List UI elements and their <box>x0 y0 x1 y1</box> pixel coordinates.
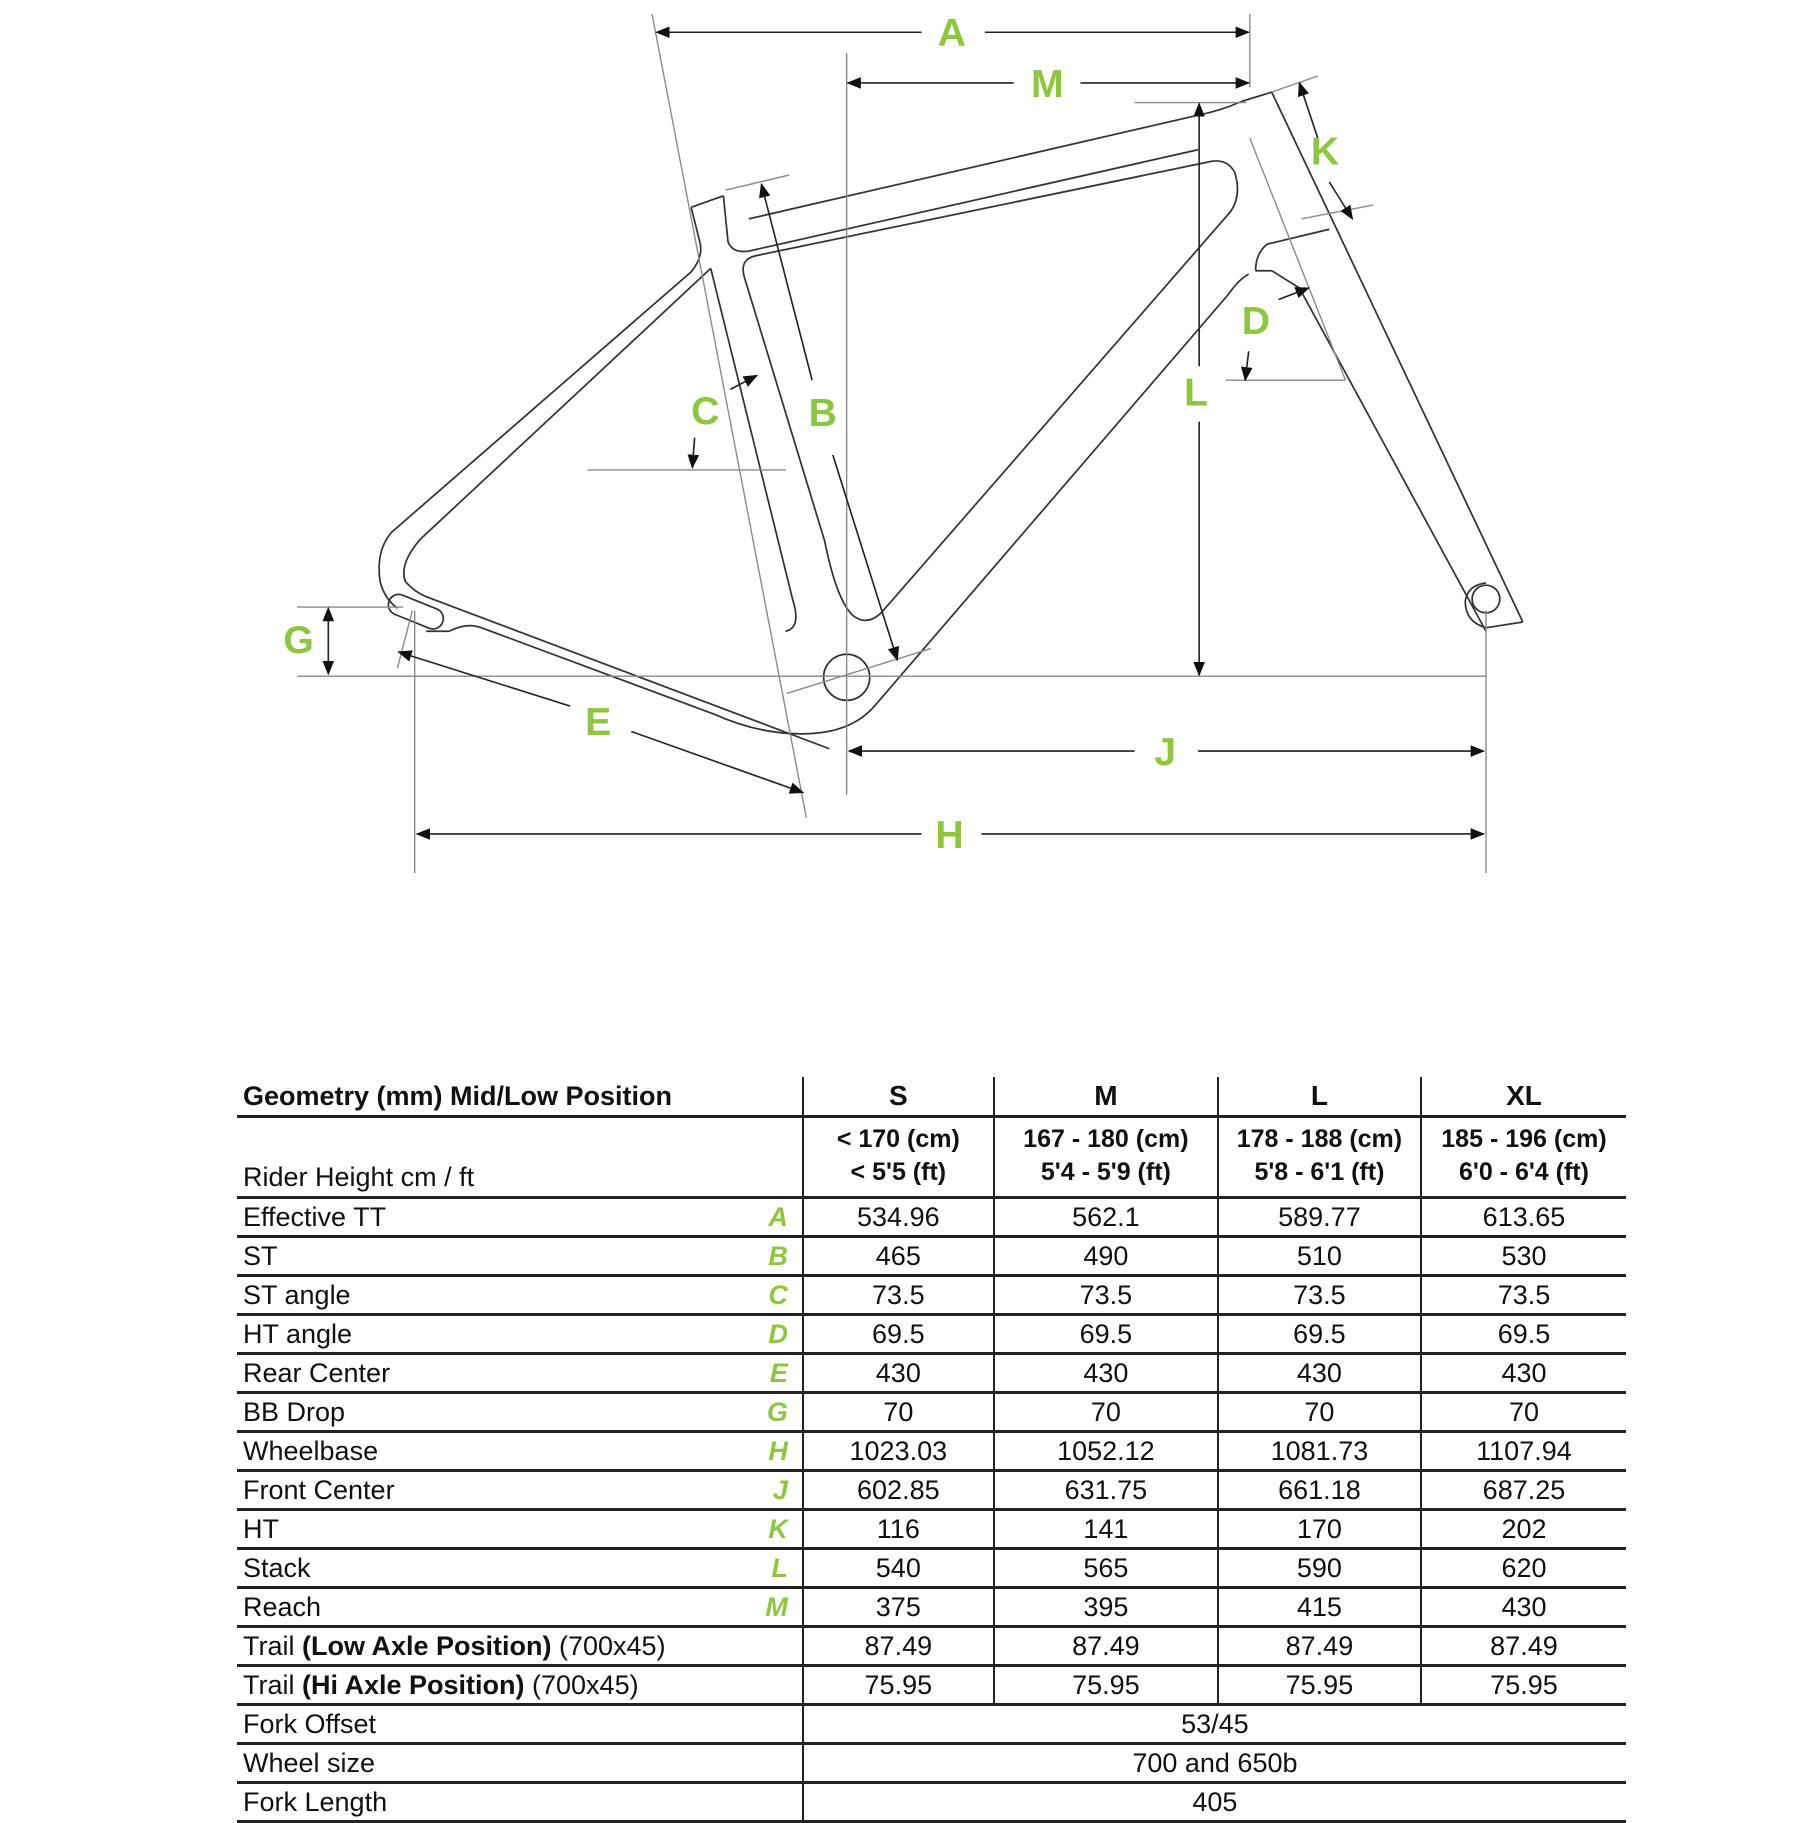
label-c: C <box>691 389 720 433</box>
row-key-letter: A <box>768 1202 788 1232</box>
head-tube-front <box>1272 92 1523 622</box>
down-tube-upper <box>1256 271 1486 632</box>
label-l: L <box>1184 371 1209 415</box>
label-j: J <box>1154 730 1177 774</box>
row-name: HT <box>243 1514 279 1544</box>
row-key-letter: D <box>768 1319 788 1349</box>
table-cell: 75.95 <box>1421 1666 1626 1705</box>
shared-row <box>237 1705 1626 1744</box>
top-tube <box>749 92 1272 219</box>
shared-row <box>237 1744 1626 1783</box>
size-header-l: L <box>1218 1077 1421 1117</box>
table-cell: 530 <box>1421 1237 1626 1276</box>
table-cell: 87.49 <box>994 1627 1218 1666</box>
row-label: Wheel size <box>237 1744 803 1783</box>
size-header-m: M <box>994 1077 1218 1117</box>
row-name: Reach <box>243 1592 322 1622</box>
row-key-letter: M <box>765 1592 788 1622</box>
table-cell: 70 <box>1218 1393 1421 1432</box>
shared-value: 53/45 <box>803 1705 1626 1744</box>
table-cell: 375 <box>803 1588 994 1627</box>
table-cell: 540 <box>803 1549 994 1588</box>
head-tube-rear <box>1256 229 1330 270</box>
table-row <box>237 1588 1626 1627</box>
seat-cluster <box>691 196 723 208</box>
row-key-letter: B <box>768 1241 788 1271</box>
label-k: K <box>1310 130 1340 174</box>
table-cell: 75.95 <box>1218 1666 1421 1705</box>
table-cell: 490 <box>994 1237 1218 1276</box>
table-cell: 620 <box>1421 1549 1626 1588</box>
row-label <box>237 1315 803 1354</box>
table-row <box>237 1432 1626 1471</box>
label-e: E <box>585 700 612 744</box>
table-cell: 430 <box>803 1354 994 1393</box>
table-cell: 661.18 <box>1218 1471 1421 1510</box>
label-h: H <box>935 813 964 857</box>
table-cell: 534.96 <box>803 1198 994 1237</box>
label-g: G <box>283 619 314 663</box>
row-name: HT angle <box>243 1319 353 1349</box>
table-cell: 75.95 <box>803 1666 994 1705</box>
row-label <box>237 1354 803 1393</box>
table-cell: 1081.73 <box>1218 1432 1421 1471</box>
table-cell: 1107.94 <box>1421 1432 1626 1471</box>
table-cell: 430 <box>1421 1354 1626 1393</box>
row-key-letter: J <box>772 1475 788 1505</box>
row-label <box>237 1510 803 1549</box>
table-cell: 170 <box>1218 1510 1421 1549</box>
table-cell: 73.5 <box>994 1276 1218 1315</box>
row-name: Effective TT <box>243 1202 387 1232</box>
table-cell: 415 <box>1218 1588 1421 1627</box>
shared-row <box>237 1783 1626 1822</box>
row-key-letter: C <box>768 1280 788 1310</box>
rider-height-label: Rider Height cm / ft <box>237 1117 803 1198</box>
row-key-letter: G <box>766 1397 788 1427</box>
row-key-letter: H <box>768 1436 788 1466</box>
row-name: Wheelbase <box>243 1436 379 1466</box>
table-cell: 465 <box>803 1237 994 1276</box>
table-cell: 116 <box>803 1510 994 1549</box>
table-cell: 69.5 <box>1218 1315 1421 1354</box>
table-cell: 590 <box>1218 1549 1421 1588</box>
table-row <box>237 1198 1626 1237</box>
table-cell: 70 <box>803 1393 994 1432</box>
table-row <box>237 1315 1626 1354</box>
table-cell: 687.25 <box>1421 1471 1626 1510</box>
row-key-letter: L <box>771 1553 788 1583</box>
row-label: Fork Length <box>237 1783 803 1822</box>
table-cell: 73.5 <box>1218 1276 1421 1315</box>
rider-height-m: 167 - 180 (cm) 5'4 - 5'9 (ft) <box>994 1117 1218 1198</box>
rider-height-xl: 185 - 196 (cm) 6'0 - 6'4 (ft) <box>1421 1117 1626 1198</box>
table-cell: 602.85 <box>803 1471 994 1510</box>
table-cell: 430 <box>994 1354 1218 1393</box>
row-name: Stack <box>243 1553 311 1583</box>
row-name: ST angle <box>243 1280 351 1310</box>
table-cell: 69.5 <box>1421 1315 1626 1354</box>
bike-frame <box>379 92 1523 749</box>
label-d: D <box>1241 300 1271 344</box>
down-tube <box>426 274 1248 734</box>
row-key-letter: E <box>769 1358 788 1388</box>
table-cell: 562.1 <box>994 1198 1218 1237</box>
trail-row <box>237 1627 1626 1666</box>
row-label: Trail (Low Axle Position) (700x45) <box>237 1627 803 1666</box>
table-cell: 69.5 <box>994 1315 1218 1354</box>
table-row <box>237 1237 1626 1276</box>
guide-lines <box>297 14 1486 873</box>
table-cell: 73.5 <box>1421 1276 1626 1315</box>
row-label: Trail (Hi Axle Position) (700x45) <box>237 1666 803 1705</box>
table-cell: 87.49 <box>803 1627 994 1666</box>
rear-dropout-slot <box>385 591 446 632</box>
table-row <box>237 1471 1626 1510</box>
table-row <box>237 1354 1626 1393</box>
size-header-s: S <box>803 1077 994 1117</box>
row-label <box>237 1198 803 1237</box>
table-cell: 70 <box>994 1393 1218 1432</box>
table-cell: 1052.12 <box>994 1432 1218 1471</box>
rider-height-row <box>237 1117 1626 1198</box>
row-label <box>237 1588 803 1627</box>
row-key-letter: K <box>768 1514 788 1544</box>
table-cell: 73.5 <box>803 1276 994 1315</box>
rider-height-l: 178 - 188 (cm) 5'8 - 6'1 (ft) <box>1218 1117 1421 1198</box>
table-cell: 69.5 <box>803 1315 994 1354</box>
label-b: B <box>808 392 837 436</box>
table-row <box>237 1510 1626 1549</box>
table-cell: 510 <box>1218 1237 1421 1276</box>
table-cell: 1023.03 <box>803 1432 994 1471</box>
size-header-xl: XL <box>1421 1077 1626 1117</box>
table-cell: 430 <box>1421 1588 1626 1627</box>
label-m: M <box>1030 62 1064 106</box>
row-name: Front Center <box>243 1475 395 1505</box>
table-cell: 589.77 <box>1218 1198 1421 1237</box>
trail-row <box>237 1666 1626 1705</box>
table-cell: 75.95 <box>994 1666 1218 1705</box>
table-cell: 70 <box>1421 1393 1626 1432</box>
table-cell: 565 <box>994 1549 1218 1588</box>
seat-stay-outer <box>379 207 701 608</box>
table-cell: 87.49 <box>1421 1627 1626 1666</box>
table-row <box>237 1276 1626 1315</box>
row-label <box>237 1549 803 1588</box>
seat-tube-front <box>723 150 1198 252</box>
row-name: BB Drop <box>243 1397 346 1427</box>
seat-tube-rear <box>711 268 796 631</box>
label-a: A <box>937 12 966 56</box>
shared-value: 405 <box>803 1783 1626 1822</box>
table-cell: 613.65 <box>1421 1198 1626 1237</box>
table-cell: 395 <box>994 1588 1218 1627</box>
table-title: Geometry (mm) Mid/Low Position <box>237 1077 803 1117</box>
table-cell: 202 <box>1421 1510 1626 1549</box>
table-row <box>237 1393 1626 1432</box>
front-axle <box>1472 585 1500 613</box>
table-header-row <box>237 1077 1626 1117</box>
row-label <box>237 1276 803 1315</box>
table-cell: 141 <box>994 1510 1218 1549</box>
row-label <box>237 1432 803 1471</box>
geometry-table <box>237 1077 1626 1823</box>
rider-height-s: < 170 (cm) < 5'5 (ft) <box>803 1117 994 1198</box>
row-name: ST <box>243 1241 278 1271</box>
table-cell: 87.49 <box>1218 1627 1421 1666</box>
row-label <box>237 1471 803 1510</box>
table-cell: 631.75 <box>994 1471 1218 1510</box>
table-row <box>237 1549 1626 1588</box>
row-name: Rear Center <box>243 1358 391 1388</box>
row-label <box>237 1237 803 1276</box>
shared-value: 700 and 650b <box>803 1744 1626 1783</box>
row-label <box>237 1393 803 1432</box>
table-cell: 430 <box>1218 1354 1421 1393</box>
seat-tube-inner <box>743 161 1237 620</box>
row-label: Fork Offset <box>237 1705 803 1744</box>
